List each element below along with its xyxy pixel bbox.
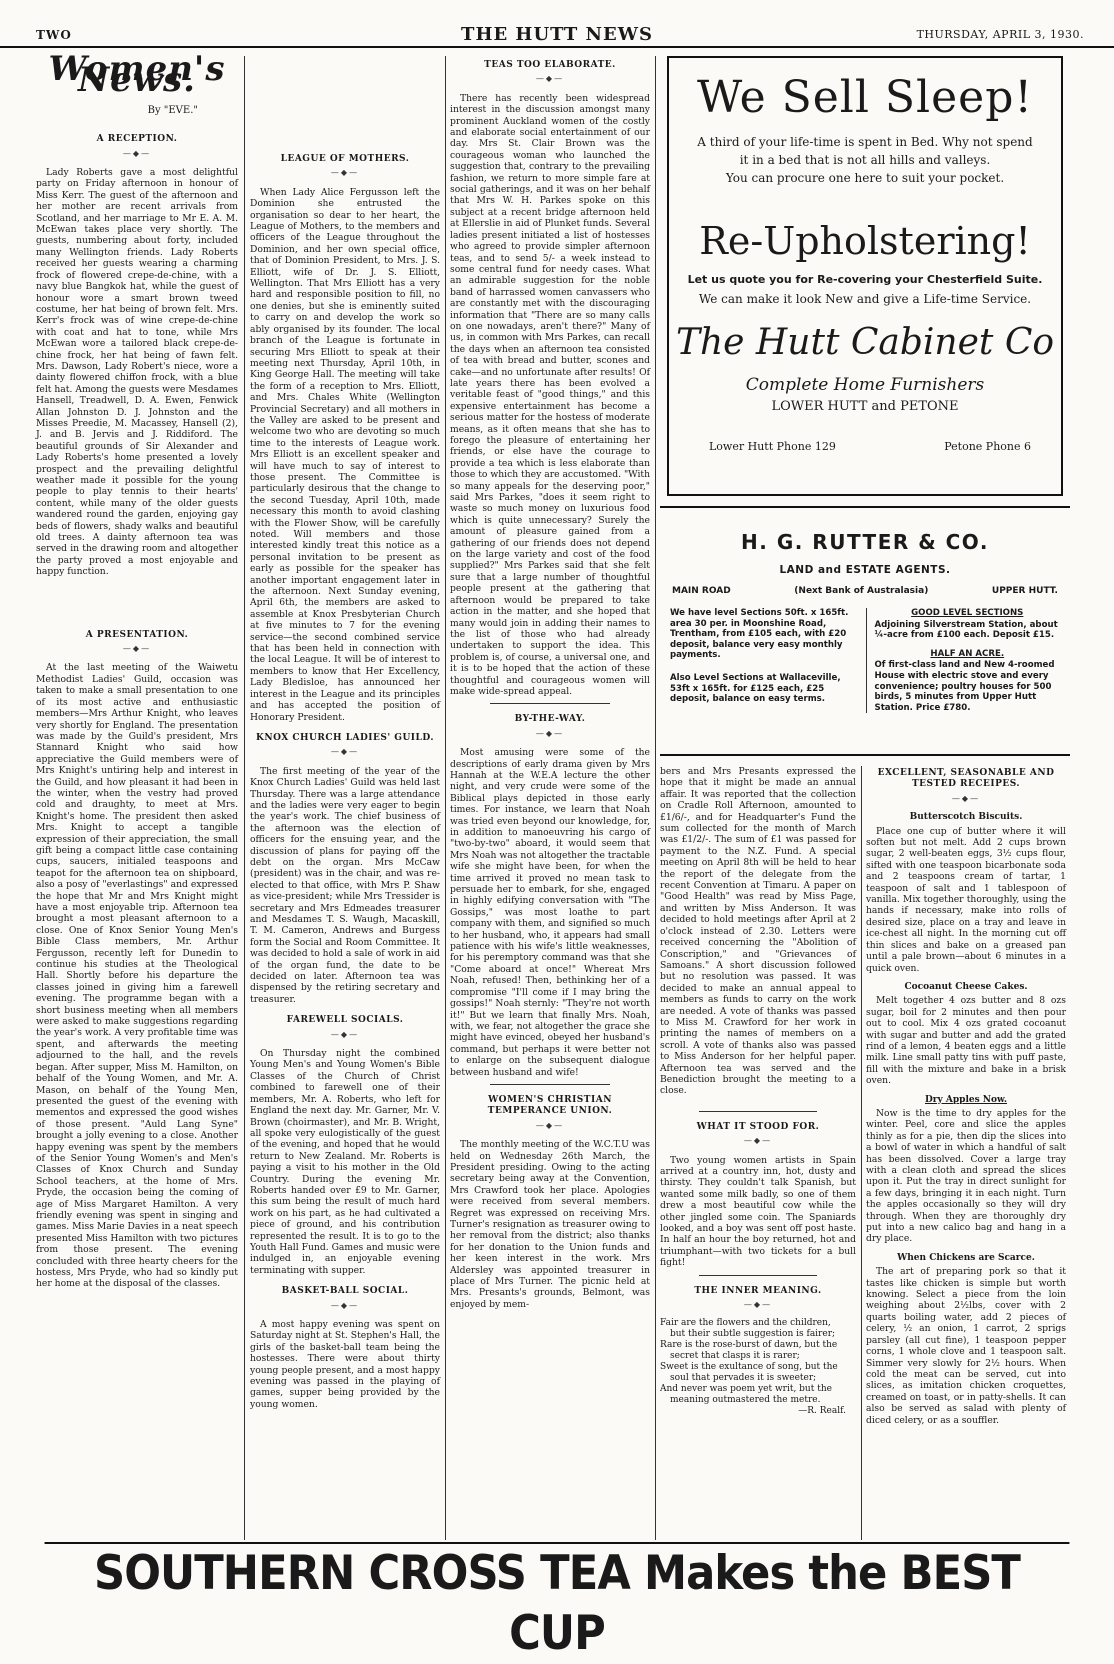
address-part: UPPER HUTT. xyxy=(991,586,1058,596)
column-4 xyxy=(660,766,856,1540)
ornament: —◆— xyxy=(535,1120,565,1130)
recipe-body: Now is the time to dry apples for the winter. Peel, core and slice the apples thinly as for a pie, then dip the slices into a bowl of water in which a handful of salt has been dissolved. Cover a large tray with a clean cloth and spread the slices upon it. Put the tray in direct sunlight for a few days, bringing it in each night. Turn the apples occasionally so they will dry through. When they are thoroughly dry put into a new calico bag and hang in a dry place. xyxy=(866,1107,1066,1245)
article-heading: TEAS TOO ELABORATE. xyxy=(484,60,616,70)
ad-address xyxy=(660,586,1070,596)
poem-line: meaning outmastered the metre. xyxy=(670,1395,821,1406)
womens-news-masthead: Women's News. xyxy=(48,49,226,101)
column-5 xyxy=(866,766,1066,1540)
recipe-title: Butterscotch Biscuits. xyxy=(909,812,1023,823)
ornament: —◆— xyxy=(951,793,981,803)
ad-tagline: Complete Home Furnishers xyxy=(745,375,985,395)
ad-line: A third of your life-time is spent in Bed. Why not spend xyxy=(697,135,1033,149)
article-heading: WOMEN'S CHRISTIAN TEMPERANCE UNION. xyxy=(487,1094,613,1117)
article-body: At the last meeting of the Waiwetu Methodist Ladies' Guild, occasion was taken to make a small presentation to one of its most active and enthusiastic members—Mrs Arthur Knight, who leaves very shortly for England. The presentation was made by the Guild's president, Mrs Stannard Knight who said how appreciative the Guild members were of Mrs Knight's untiring help and interest in the Guild, and how pleasant it had been in the winter, when the vestry had proved cold and draughty, to meet at Mrs. Knight's home. The president then asked Mrs. Knight to accept a tangible expression of their appreciation, the small gift being a compact little case containing cups, saucers, initialed teaspoons and teapot for the afternoon tea on shipboard, also a posy of "everlastings" and expressed the hope that Mr and Mrs Knight might have a most enjoyable trip. Afternoon tea brought a most pleasant afternoon to a close. One of Knox Senior Young Men's Bible Class members, Mr. Arthur Fergusson, recently left for Dunedin to continue his studies at the Theological Hall. Shortly before his departure the classes joined in giving him a farewell evening. The programme began with a short business meeting when all members were asked to make suggestions regarding the year's work. A very profitable time was spent, and afterwards the meeting adjourned to the hall, and the revels began. After supper, Miss M. Hamilton, on behalf of the Young Women, and Mr. A. Mason, on behalf of the Young Men, presented the guest of the evening with mementos and expressed the good wishes of those present. "Auld Lang Syne" brought a jolly evening to a close. Another happy evening was spent by the members of the Senior Young Women's and Men's Classes of Knox Church and Sunday School teachers, at the home of Mrs. Pryde, the occasion being the coming of age of Miss Margaret Hamilton. A very friendly evening was spent in singing and games. Miss Marie Davies in a neat speech presented Miss Hamilton with two pictures from those present. The evening concluded with three hearty cheers for the hostess, Mrs Pryde, who had so kindly put her home at the disposal of the classes. xyxy=(36,662,239,1290)
issue-date: THURSDAY, APRIL 3, 1930. xyxy=(916,28,1084,41)
listing-heading: HALF AN ACRE. xyxy=(930,648,1005,659)
poem xyxy=(660,1318,856,1417)
article-body: A most happy evening was spent on Saturday night at St. Stephen's Hall, the girls of the basket-ball team being the hostesses. There were about thirty young people present, and a most happy evening was passed in the playing of games, supper being provided by the young women. xyxy=(250,1319,440,1410)
rutter-estate-advert xyxy=(660,506,1070,756)
listing-text: Adjoining Silverstream Station, about ¼-acre from £100 each. Deposit £15. xyxy=(874,619,1058,641)
article-body: Most amusing were some of the descriptions of early drama given by Mrs Hannah at the W.E.A lecture the other night, and very crude were some of the Biblical plays depicted in those early times. For instance, we learn that Noah was tried even beyond our knowledge, for, in addition to manoeuvring his cargo of "two-by-two" aboard, it would seem that Mrs Noah was not altogether the tractable wife she might have been, for when the time arrived it proved no mean task to persuade her to embark, for she, engaged in highly edifying conversation with "The Gossips," was most loathe to part company with them, and signified so much to her husband, who, it appears had small patience with his wife's little weaknesses, for his peremptory command was that she "Come aboard at once!" Whereat Mrs Noah, refused! Then, bethinking her of a compromise "I'll come if I may bring the gossips!" Noah sternly: "They're not worth it!" But we learn that finally Mrs. Noah, with, we fear, not altogether the grace she might have evinced, obeyed her husband's command, but perhaps it were better not to enlarge on the subsequent dialogue between husband and wife! xyxy=(450,747,650,1078)
article-heading: LEAGUE OF MOTHERS. xyxy=(280,154,410,164)
ad-subtitle: LAND and ESTATE AGENTS. xyxy=(779,564,951,576)
article-heading: KNOX CHURCH LADIES' GUILD. xyxy=(256,732,434,743)
poem-line: but their subtle suggestion is fairer; xyxy=(670,1329,836,1340)
recipe-body: Place one cup of butter where it will soften but not melt. Add 2 cups brown sugar, 2 well-beaten eggs, 3½ cups flour, sifted with one teaspoon bicarbonate soda and 2 teaspoons cream of tartar, 1 teaspoon of salt and 1 tablespoon of vanilla. Mix together thoroughly, using the hands if necessary, make into rolls of desired size, place on a tray and leave in ice-chest all night. In the morning cut off thin slices and bake on a greased pan until a pale brown—about 6 minutes in a quick oven. xyxy=(866,825,1066,974)
tea-advert-banner: SOUTHERN CROSS TEA Makes the BEST CUP xyxy=(45,1542,1070,1605)
ad-line: it in a bed that is not all hills and valleys. xyxy=(739,153,991,167)
ornament: —◆— xyxy=(743,1300,773,1310)
page-header xyxy=(0,0,1114,48)
ornament: —◆— xyxy=(535,728,565,738)
ad-headline: We Sell Sleep! xyxy=(696,72,1034,123)
ornament: —◆— xyxy=(743,1136,773,1146)
article-body: On Thursday night the combined Young Men's and Young Women's Bible Classes of the Church of Christ combined to farewell one of their members, Mr. A. Roberts, who left for England the next day. Mr. Garner, Mr. V. Brown (choirmaster), and Mr. B. Wright, all spoke very eulogistically of the guest of the evening, and hoped that he would return to New Zealand. Mr. Roberts is paying a visit to his mother in the Old Country. During the evening Mr. Roberts handed over £9 to Mr. Garner, this sum being the result of much hard work on his part, as he had cultivated a piece of ground, and his contribution represented the result. It is to go to the Youth Hall Fund. Games and music were indulged in, an enjoyable evening terminating with supper. xyxy=(250,1048,440,1276)
recipe-body: Melt together 4 ozs butter and 8 ozs sugar, boil for 2 minutes and then pour out to cool. Mix 4 ozs grated cocoanut with sugar and butter and add the grated rind of a lemon, 4 beaten eggs and a little milk. Line small patty tins with puff paste, fill with the mixture and bake in a brisk oven. xyxy=(866,995,1066,1087)
column-rule xyxy=(445,56,446,1540)
ornament: —◆— xyxy=(122,148,152,158)
poem-author: —R. Realf. xyxy=(798,1406,846,1417)
article-body: When Lady Alice Fergusson left the Dominion she entrusted the organisation so dear to her heart, the League of Mothers, to the members and officers of the League throughout the Dominion, and her own special office, that of Dominion President, to Mrs. J. S. Elliott, wife of Dr. J. S. Elliott, Wellington. That Mrs Elliott has a very hard and responsible position to fill, no one denies, but she is eminently suited to carry on and develop the work so ably organised by its founder. The local branch of the League is fortunate in securing Mrs Elliott to speak at their meeting next Thursday, April 10th, in King George Hall. The meeting will take the form of a reception to Mrs. Elliott, and Mrs. Chales White (Wellington Provincial Secretary) and all mothers in the Valley are asked to be present and welcome two who are devoting so much time to the interests of League work. Mrs Elliott is an excellent speaker and will have much to say of interest to those present. The Committee is particularly desirous that the change to the second Tuesday, April 10th, made necessary this month to avoid clashing with the Flower Show, will be carefully noted. Will members and those interested kindly treat this notice as a personal invitation to be present as early as possible for the speaker has another important engagement later in the afternoon. Next Sunday evening, April 6th, the members are asked to assemble at Knox Presbyterian Church at five minutes to 7 for the evening service—the second combined service that has been held in connection with the local League. It will be of interest to members to know that Her Excellency, Lady Bledisloe, has announced her interest in the League and its principles and has accepted the position of Honorary President. xyxy=(250,186,440,723)
byline: By "EVE." xyxy=(147,104,198,116)
address-part: (Next Bank of Australasia) xyxy=(794,586,929,596)
column-rule xyxy=(861,766,862,1540)
ad-line: We can make it look New and give a Life-time Service. xyxy=(698,292,1032,306)
article-heading: THE INNER MEANING. xyxy=(694,1285,822,1296)
ad-headline: Re-Upholstering! xyxy=(699,219,1031,263)
listing-text: Of first-class land and New 4-roomed House with electric stove and every convenience; poultry houses for 500 birds, 5 minutes from Upper Hutt Station. Price £780. xyxy=(874,660,1055,713)
column-rule xyxy=(244,56,245,1540)
column-2 xyxy=(250,56,440,1540)
listing-heading: GOOD LEVEL SECTIONS xyxy=(911,608,1024,618)
poem-line: And never was poem yet writ, but the xyxy=(660,1384,832,1395)
phone-lower-hutt: Lower Hutt Phone 129 xyxy=(709,440,836,453)
ad-phones xyxy=(709,440,1031,453)
column-1 xyxy=(36,49,239,1540)
ornament: —◆— xyxy=(330,1300,360,1310)
ornament: —◆— xyxy=(122,644,152,654)
recipe-title: When Chickens are Scarce. xyxy=(897,1252,1035,1263)
address-part: MAIN ROAD xyxy=(672,586,731,596)
poem-line: soul that pervades it is sweeter; xyxy=(670,1373,817,1384)
article-heading: BASKET-BALL SOCIAL. xyxy=(281,1286,409,1297)
listing-text: Also Level Sections at Wallaceville, 53ft x 165ft. for £125 each, £25 deposit, balance on easy terms. xyxy=(670,672,841,705)
article-body: Lady Roberts gave a most delightful party on Friday afternoon in honour of Miss Kerr. The guest of the afternoon and her mother are recent arrivals from Scotland, and her marriage to Mr E. A. M. McEwan takes place very shortly. The guests, numbering about forty, included many Wellington friends. Lady Roberts received her guests wearing a charming frock of flowered crepe-de-chine, with a navy blue Bangkok hat, while the guest of honour wore a smart brown tweed costume, her hat being of brown felt. Mrs. Kerr's frock was of wine crepe-de-chine with coat and hat to tone, while Mrs McEwan wore a tailored black crepe-de-chine frock, her hat being of fawn felt. Mrs. Dawson, Lady Robert's niece, wore a dainty flowered chiffon frock, with a blue felt hat. Among the guests were Mesdames Hansell, Treadwell, D. A. Ewen, Fenwick Allan Johnston D. J. Johnston and the Misses Preedie, M. Macassey, Hansell (2), J. and B. Jervis and J. Riddiford. The beautiful grounds of Sir Alexander and Lady Roberts's home presented a lovely prospect and the prevailing delightful weather made it possible for the young people to play tennis to their hearts' content, while many of the older guests wandered round the garden, enjoying gay beds of flowers, shady walks and beautiful old trees. A dainty afternoon tea was served in the drawing room and altogether the party proved a most enjoyable and happy function. xyxy=(36,167,238,578)
article-heading: FAREWELL SOCIALS. xyxy=(286,1015,404,1026)
poem-line: secret that clasps it is rarer; xyxy=(670,1351,800,1362)
ornament: —◆— xyxy=(330,1029,360,1039)
ad-location: LOWER HUTT and PETONE xyxy=(771,399,959,414)
page-number: TWO xyxy=(36,28,72,42)
article-body: There has recently been widespread interest in the discussion amongst many prominent Auckland women of the costly and elaborate social entertainment of our day. Mrs St. Clair Brown was the courageous woman who launched the suggestion that, contrary to the prevailing fashion, we return to more simple fare at social gatherings, and it was on her behalf that Mrs W. H. Parkes spoke on this subject at a recent bridge afternoon held at Ellerslie in aid of Plunket funds. Several ladies present initiated a list of hostesses who agreed to provide simpler afternoon teas, and to send 5/- a week instead to some central fund for needy cases. What an admirable suggestion for the noble band of harrassed women canvassers who are constantly met with the discouraging information that "There are so many calls on one nowadays, aren't there?" Many of us, in common with Mrs Parkes, can recall the days when an afternoon tea consisted of tea with bread and butter, scones and cake—and no unfortunate after results! Of late years there has been evolved a veritable feast of "good things," and this expensive entertainment has become a serious matter for the hostess of moderate means, as it often means that she has to forego the pleasure of entertaining her friends, or else have the courage to provide a tea which is less elaborate than those to which they are accustomed. "With so many appeals for the deserving poor," said Mrs Parkes, "does it seem right to waste so much money on luxurious food which is quite unnecessary? Surely the amount of pleasure gained from a gathering of our friends does not depend on the large variety and cost of the food supplied?" Mrs Parkes said that she felt sure that a large number of thoughtful people present at the gathering that afternoon would be prepared to take action in the matter, and she hoped that many would join in adding their names to the list of those who had already undertaken to support the idea. This problem is, of course, a universal one, and it is to be hoped that the action of these thoughtful and courageous women will make wide-spread appeal. xyxy=(450,92,650,697)
ornament: —◆— xyxy=(330,168,360,178)
article-body: bers and Mrs Presants expressed the hope that it might be made an annual affair. It was reported that the collection on Cradle Roll Afternoon, amounted to £1/6/-, and for Headquarter's Fund the sum collected for the month of March was £1/2/-. The sum of £1 was passed for payment to the N.Z. Fund. A special meeting on April 8th will be held to hear the report of the delegate from the recent Convention at Timaru. A paper on "Good Health" was read by Miss Page, and written by Miss Anderson. It was decided to hold meetings after April at 2 o'clock instead of 2.30. Letters were received concerning the "Abolition of Conscription," and "Grievances of Samoans." A short discussion followed but no resolution was passed. It was decided to make an annual appeal to members as funds to carry on the work are needed. A vote of thanks was passed to Miss M. Crawford for her work in printing the names of members on a scroll. A vote of thanks also was passed to Miss Anderson for her helpful paper. Afternoon tea was served and the Benediction brought the meeting to a close. xyxy=(660,766,856,1097)
ornament: —◆— xyxy=(535,74,565,84)
column-rule xyxy=(655,56,656,1540)
phone-petone: Petone Phone 6 xyxy=(944,440,1031,453)
ornament: —◆— xyxy=(330,747,360,757)
recipe-title: Dry Apples Now. xyxy=(924,1094,1008,1105)
article-heading: WHAT IT STOOD FOR. xyxy=(696,1121,820,1132)
article-body: The first meeting of the year of the Knox Church Ladies' Guild was held last Thursday. There was a large attendance and the ladies were very eager to begin the year's work. The chief business of the afternoon was the election of officers for the ensuing year, and the discussion of plans for paying off the debt on the organ. Mrs McCaw (president) was in the chair, and was re-elected to that office, with Mrs P. Shaw as vice-president; while Mrs Tressider is secretary and Mrs Edmeades treasurer and Mesdames T. S. Waugh, Macaskill, T. M. Cameron, Andrews and Burgess form the Social and Room Committee. It was decided to hold a sale of work in aid of the organ fund, the date to be decided on later. Afternoon tea was dispensed by the retiring secretary and treasurer. xyxy=(250,765,440,1005)
article-body: The monthly meeting of the W.C.T.U was held on Wednesday 26th March, the President presiding. Owing to the acting secretary being away at the Convention, Mrs Crawford took her place. Apologies were received from several members. Regret was expressed on receiving Mrs. Turner's resignation as treasurer owing to her removal from the district; also thanks for her donation to the Union funds and her keen interest in the work. Mrs Aldersley was appointed treasurer in place of Mrs Turner. The picnic held at Mrs. Presants's grounds, Belmont, was enjoyed by mem- xyxy=(450,1139,650,1310)
article-heading: A PRESENTATION. xyxy=(85,629,189,640)
article-heading: A RECEPTION. xyxy=(96,134,178,145)
listing-text: We have level Sections 50ft. x 165ft. area 30 per. in Moonshine Road, Trentham, from £105 each, with £20 deposit, balance very easy monthly payments. xyxy=(670,608,849,661)
ad-firm-name: The Hutt Cabinet Co xyxy=(675,322,1055,363)
article-body: Two young women artists in Spain arrived at a country inn, hot, dusty and thirsty. They couldn't talk Spanish, but wanted some milk badly, so one of them drew a most beautiful cow while the other jingled some coin. The Spaniards looked, and a boy was sent off post haste. In half an hour the boy returned, hot and triumphant—with two tickets for a bull fight! xyxy=(660,1154,856,1269)
ad-line: You can procure one here to suit your pocket. xyxy=(725,171,1005,185)
column-3 xyxy=(450,56,650,1540)
newspaper-title: THE HUTT NEWS xyxy=(461,24,653,45)
poem-line: Fair are the flowers and the children, xyxy=(660,1318,831,1329)
recipe-title: Cocoanut Cheese Cakes. xyxy=(904,981,1028,992)
poem-line: Sweet is the exultance of song, but the xyxy=(660,1362,838,1373)
cabinet-company-advert xyxy=(667,56,1063,496)
recipe-body: The art of preparing pork so that it tastes like chicken is simple but worth knowing. Select a piece from the loin weighing about 2½lbs, cover with 2 quarts boiling water, add 2 pieces of celery, ½ an onion, 1 carrot, 2 sprigs parsley (all cut fine), 1 teaspoon pepper corns, 1 whole clove and 1 teaspoon salt. Simmer very slowly for 2½ hours. When cold the meat can be served, cut into slices, as imitation chicken croquettes, creamed on toast, or in patty-shells. It can also be served as salad with plenty of diced celery, or as a souffler. xyxy=(866,1266,1066,1426)
article-heading: BY-THE-WAY. xyxy=(514,714,586,725)
article-heading: EXCELLENT, SEASONABLE AND TESTED RECEIPES. xyxy=(877,768,1055,790)
poem-line: Rare is the rose-burst of dawn, but the xyxy=(660,1340,838,1351)
ad-firm-name: H. G. RUTTER & CO. xyxy=(741,530,989,554)
ad-line: Let us quote you for Re-covering your Chesterfield Suite. xyxy=(687,273,1043,286)
